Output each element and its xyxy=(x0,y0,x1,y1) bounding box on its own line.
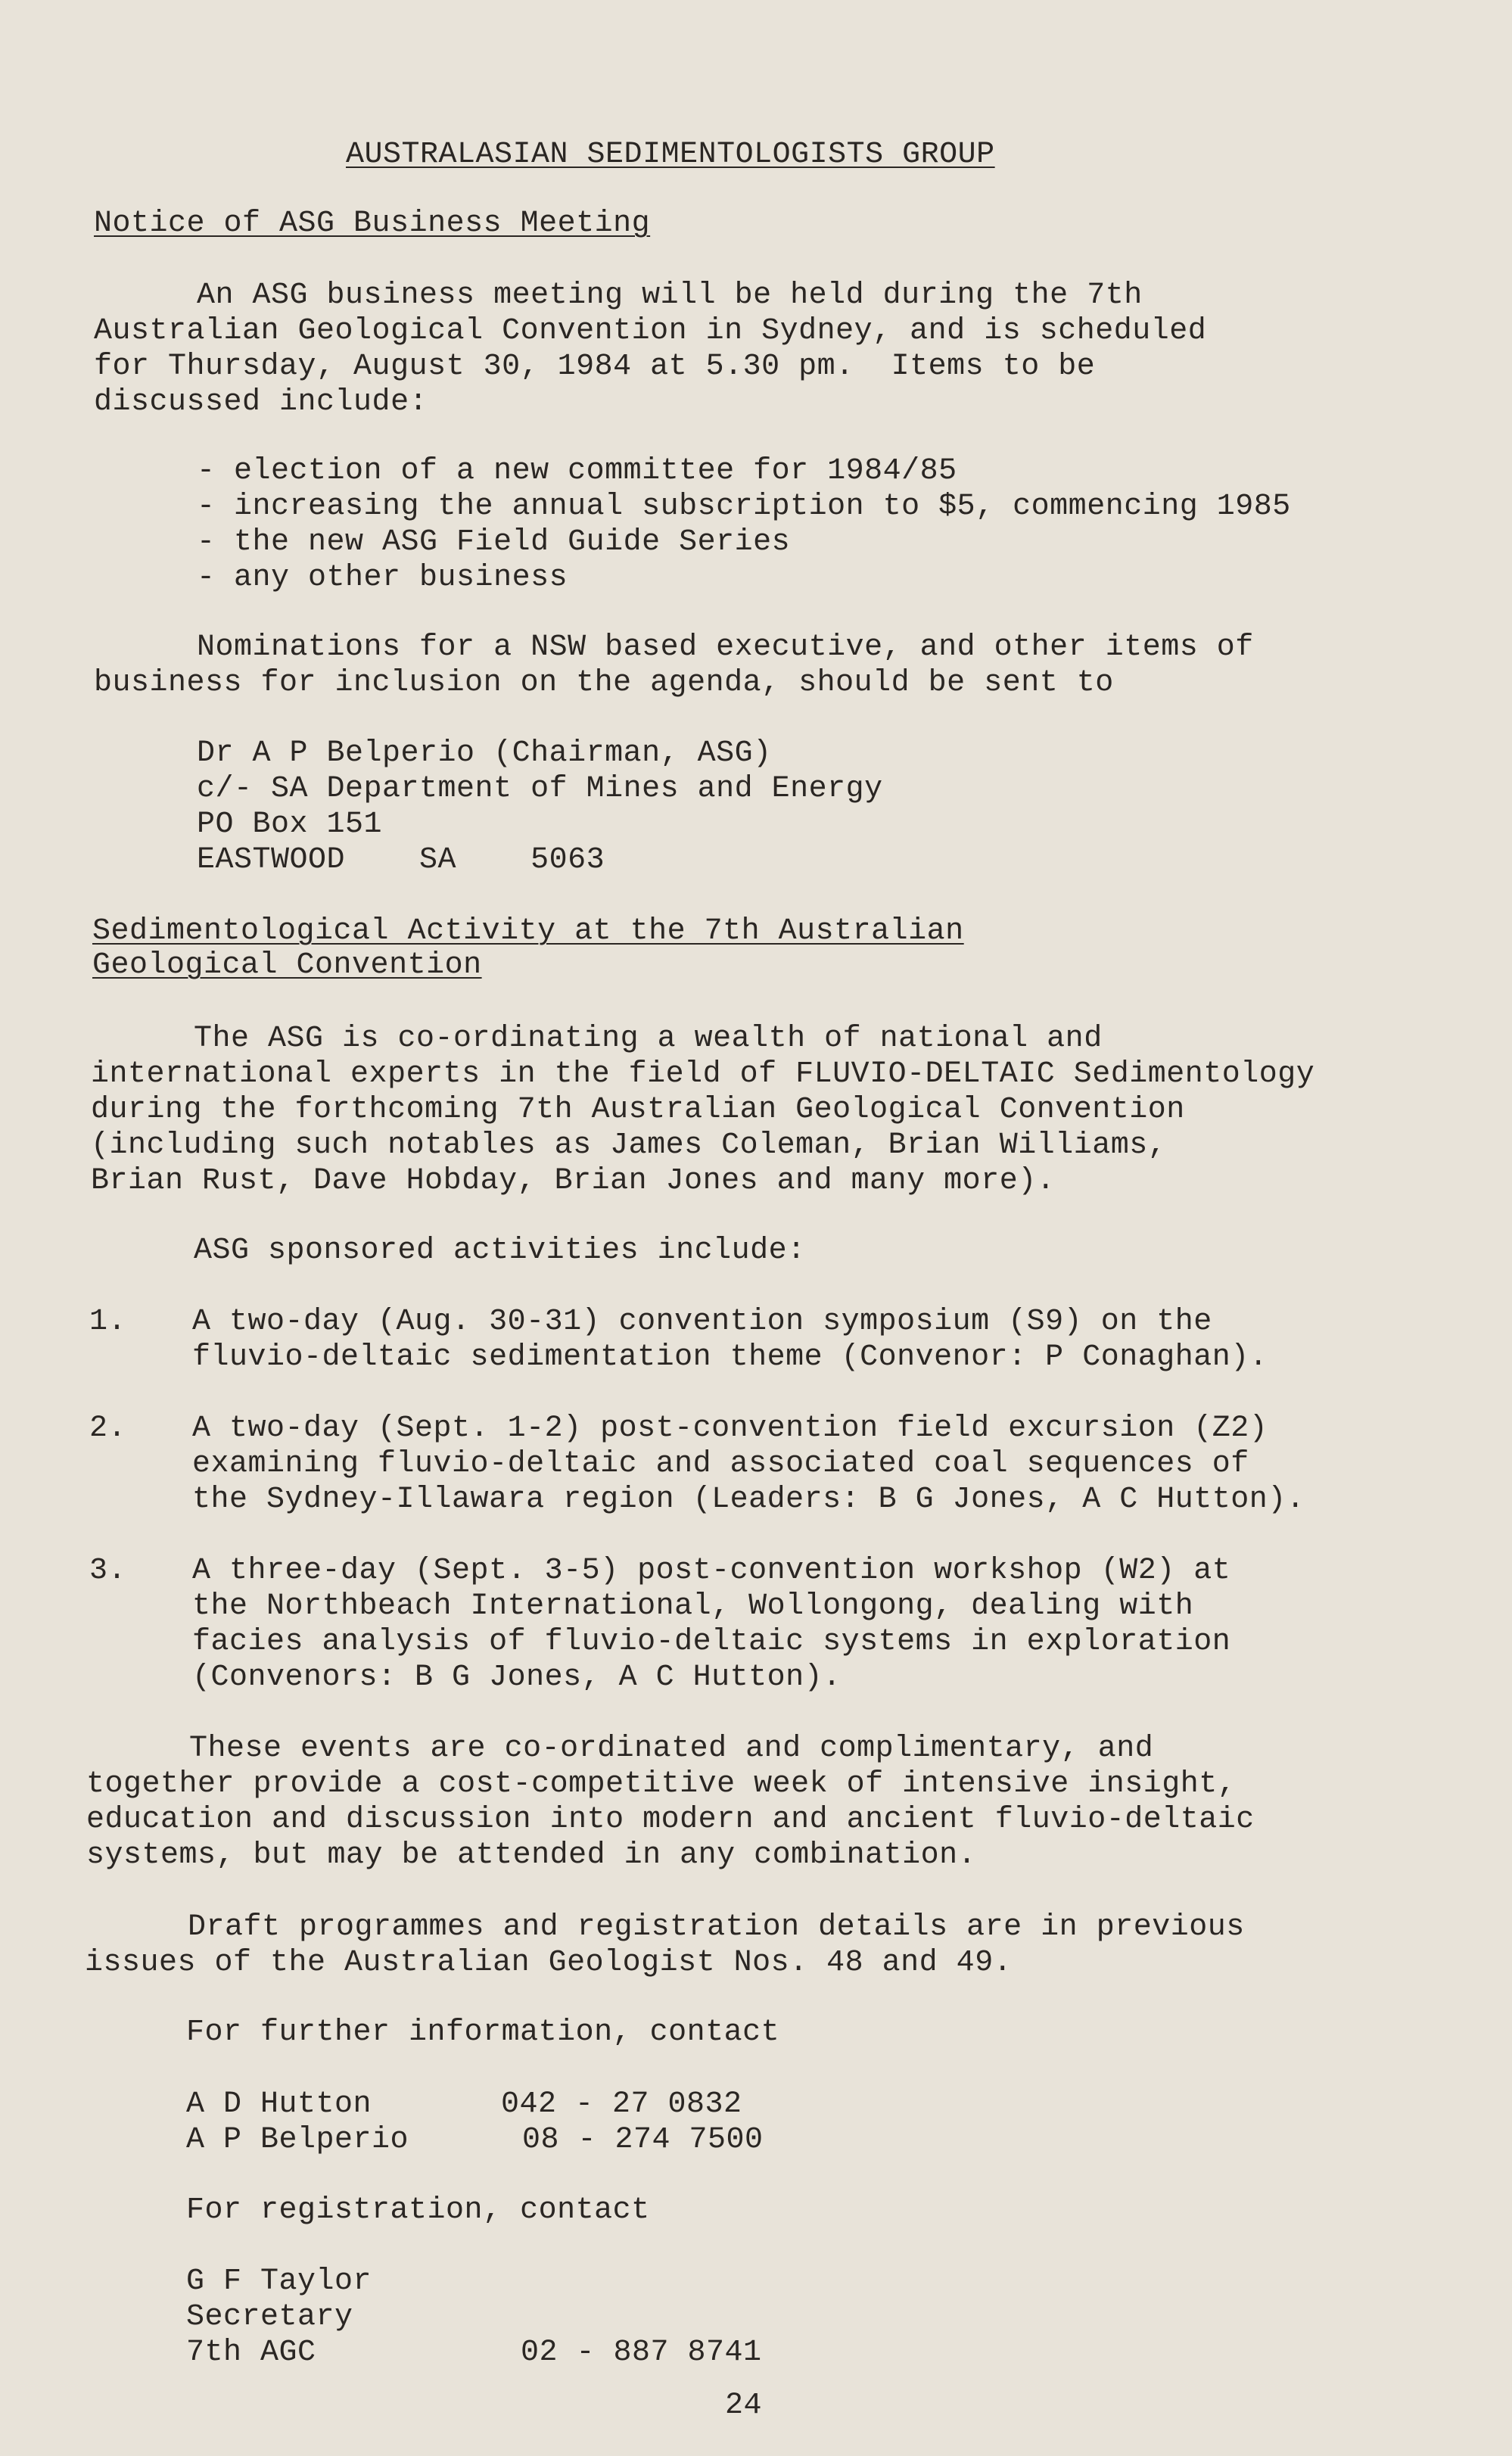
registration-line: 7th AGC xyxy=(186,2336,316,2370)
chairman-address xyxy=(197,736,883,878)
paragraph-line: issues of the Australian Geologist Nos. 48 and 49. xyxy=(85,1946,1013,1980)
registration-contact xyxy=(186,2264,372,2370)
registration-line: G F Taylor xyxy=(186,2265,372,2299)
section-heading-sedimentological-activity-cont: Geological Convention xyxy=(92,948,482,982)
address-line: EASTWOOD SA 5063 xyxy=(197,843,605,877)
paragraph-line: Australian Geological Convention in Sydney, and is scheduled xyxy=(94,314,1207,348)
paragraph-line: international experts in the field of FLUVIO-DELTAIC Sedimentology xyxy=(91,1057,1315,1091)
further-info-label: For further information, contact xyxy=(186,2016,780,2050)
contact-name: A D Hutton xyxy=(186,2087,372,2121)
list-item: - any other business xyxy=(197,561,568,595)
address-line: c/- SA Department of Mines and Energy xyxy=(197,772,883,806)
section-heading-business-meeting: Notice of ASG Business Meeting xyxy=(94,207,651,241)
paragraph-line: for Thursday, August 30, 1984 at 5.30 pm. Items to be xyxy=(94,350,1096,384)
paragraph-line: during the forthcoming 7th Australian Geological Convention xyxy=(91,1093,1185,1127)
paragraph-line: The ASG is co-ordinating a wealth of national and xyxy=(194,1022,1103,1056)
contact-name: A P Belperio xyxy=(186,2123,409,2157)
activity-number: 3. xyxy=(89,1554,127,1588)
activity-line: facies analysis of fluvio-deltaic systems in exploration xyxy=(192,1625,1231,1659)
paragraph-line: An ASG business meeting will be held during the 7th xyxy=(197,279,1143,313)
registration-label: For registration, contact xyxy=(186,2193,650,2227)
paragraph-line: together provide a cost-competitive week of intensive insight, xyxy=(86,1767,1237,1801)
activities-label: ASG sponsored activities include: xyxy=(194,1234,806,1268)
activity-item xyxy=(192,1553,1230,1695)
list-item: - election of a new committee for 1984/85 xyxy=(197,454,957,488)
activity-line: the Sydney-Illawara region (Leaders: B G Jones, A C Hutton). xyxy=(192,1483,1305,1517)
address-line: PO Box 151 xyxy=(197,808,383,842)
contact-phone: 042 - 27 0832 xyxy=(501,2087,742,2121)
activity-item xyxy=(192,1411,1305,1517)
business-meeting-intro xyxy=(94,313,1206,420)
page-number: 24 xyxy=(725,2389,763,2423)
activity-line: examining fluvio-deltaic and associated coal sequences of xyxy=(192,1447,1249,1481)
activity-intro xyxy=(91,1057,1314,1199)
paragraph-line: systems, but may be attended in any combination. xyxy=(86,1838,977,1872)
activity-item xyxy=(192,1304,1268,1375)
paragraph-line: Nominations for a NSW based executive, and other items of xyxy=(197,630,1254,665)
paragraph-line: These events are co-ordinated and complimentary, and xyxy=(189,1732,1154,1766)
paragraph-line: (including such notables as James Coleman, Brian Williams, xyxy=(91,1128,1167,1163)
registration-phone: 02 - 887 8741 xyxy=(521,2336,762,2370)
activity-line: A two-day (Aug. 30-31) convention symposium (S9) on the xyxy=(192,1305,1212,1339)
page-title: AUSTRALASIAN SEDIMENTOLOGISTS GROUP xyxy=(346,138,995,172)
list-item: - increasing the annual subscription to $5, commencing 1985 xyxy=(197,490,1291,524)
activity-line: fluvio-deltaic sedimentation theme (Convenor: P Conaghan). xyxy=(192,1340,1268,1374)
paragraph-line: education and discussion into modern and ancient fluvio-deltaic xyxy=(86,1803,1255,1837)
activity-line: the Northbeach International, Wollongong, dealing with xyxy=(192,1589,1194,1623)
paragraph-line: Draft programmes and registration details are in previous xyxy=(188,1910,1245,1944)
activity-line: A three-day (Sept. 3-5) post-convention workshop (W2) at xyxy=(192,1554,1231,1588)
activity-number: 2. xyxy=(89,1412,127,1446)
activity-line: A two-day (Sept. 1-2) post-convention field excursion (Z2) xyxy=(192,1412,1268,1446)
list-item: - the new ASG Field Guide Series xyxy=(197,525,791,559)
registration-line: Secretary xyxy=(186,2300,353,2334)
paragraph-line: business for inclusion on the agenda, should be sent to xyxy=(94,666,1114,700)
activity-number: 1. xyxy=(89,1305,127,1339)
section-heading-sedimentological-activity: Sedimentological Activity at the 7th Australian xyxy=(92,914,964,948)
paragraph-line: discussed include: xyxy=(94,385,428,419)
paragraph-line: Brian Rust, Dave Hobday, Brian Jones and many more). xyxy=(91,1164,1056,1198)
address-line: Dr A P Belperio (Chairman, ASG) xyxy=(197,736,772,770)
agenda-list xyxy=(197,453,1291,596)
events-paragraph xyxy=(86,1767,1255,1873)
contact-phone: 08 - 274 7500 xyxy=(522,2123,764,2157)
activity-line: (Convenors: B G Jones, A C Hutton). xyxy=(192,1661,842,1695)
